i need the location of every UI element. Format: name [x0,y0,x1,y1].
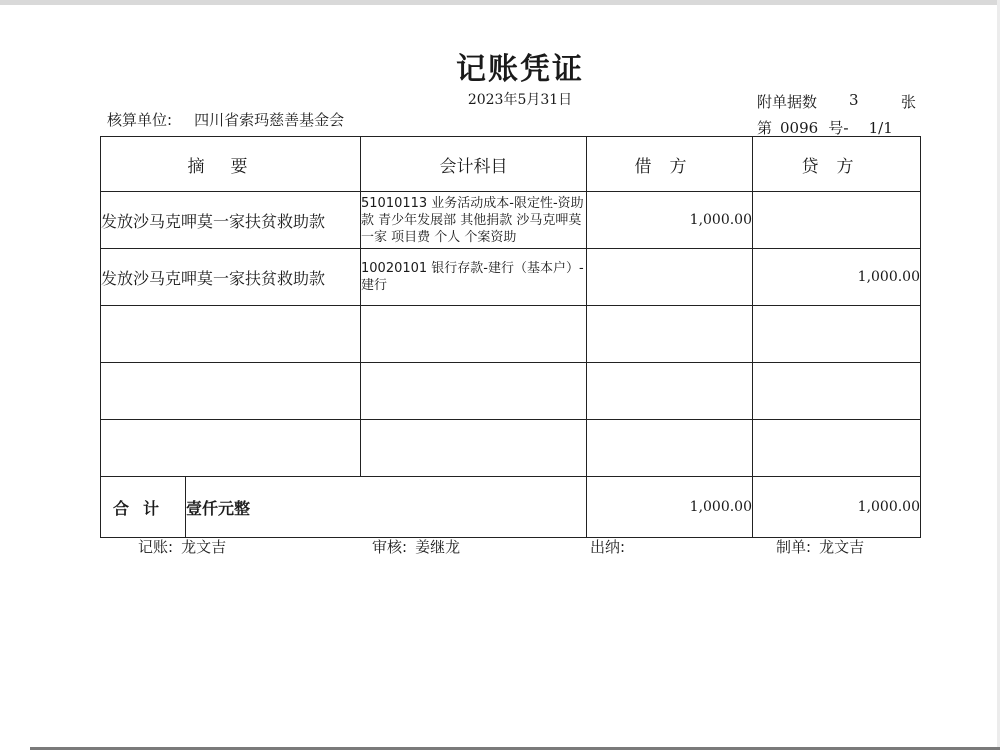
total-row [101,477,921,538]
header-account: 会计科目 [361,137,587,192]
voucher-table [100,136,921,538]
attachment-label: 附单据数 [757,93,818,111]
row-account: 51010113 业务活动成本-限定性-资助款 青少年发展部 其他捐款 沙马克呷莫一家 项目费 个人 个案资助 [361,192,587,249]
header-credit: 贷方 [753,137,921,192]
table-row [101,420,921,477]
bookkeeper-name: 龙文吉 [181,538,227,556]
reviewer-label: 审核: [372,538,408,556]
table-row [101,363,921,420]
bookkeeper-label: 记账: [138,538,174,556]
preparer-name: 龙文吉 [819,538,865,556]
accounting-unit-label: 核算单位: [107,111,173,129]
cashier-signature [590,536,633,557]
accounting-unit [107,109,344,130]
table-row [101,306,921,363]
row-summary: 发放沙马克呷莫一家扶贫救助款 [101,249,361,306]
total-label: 合计 [101,477,186,538]
row-summary [101,363,361,420]
row-account: 10020101 银行存款-建行（基本户）-建行 [361,249,587,306]
row-account [361,363,587,420]
row-account [361,306,587,363]
reviewer-name: 姜继龙 [415,538,461,556]
preparer-signature [776,536,864,557]
bookkeeper-signature [138,536,226,557]
header-summary: 摘要 [101,137,361,192]
scan-edge-top [0,0,1000,5]
row-summary: 发放沙马克呷莫一家扶贫救助款 [101,192,361,249]
row-summary [101,306,361,363]
voucher-number [757,117,893,138]
attachment-number: 3 [849,91,859,109]
row-summary [101,420,361,477]
voucher-page: 1/1 [868,119,893,137]
voucher-number-prefix: 第 [757,119,773,137]
attachment-count [757,91,917,112]
row-credit [753,192,921,249]
cashier-label: 出纳: [590,538,626,556]
table-row [101,249,921,306]
header-debit: 借方 [587,137,753,192]
voucher-date: 2023年5月31日 [467,92,573,108]
total-debit: 1,000.00 [587,477,753,538]
reviewer-signature [372,536,460,557]
preparer-label: 制单: [776,538,812,556]
voucher-number-suffix: 号- [828,119,849,137]
row-debit: 1,000.00 [587,192,753,249]
row-credit [753,306,921,363]
total-in-words: 壹仟元整 [186,477,587,538]
row-debit [587,363,753,420]
accounting-unit-name: 四川省索玛慈善基金会 [194,111,345,129]
table-header-row [101,137,921,192]
table-row [101,192,921,249]
row-debit [587,306,753,363]
voucher-number-value: 0096 [780,119,819,137]
row-credit: 1,000.00 [753,249,921,306]
attachment-unit: 张 [901,93,917,111]
row-debit [587,249,753,306]
total-credit: 1,000.00 [753,477,921,538]
row-credit [753,420,921,477]
row-account [361,420,587,477]
row-debit [587,420,753,477]
row-credit [753,363,921,420]
voucher-title: 记账凭证 [456,52,584,87]
